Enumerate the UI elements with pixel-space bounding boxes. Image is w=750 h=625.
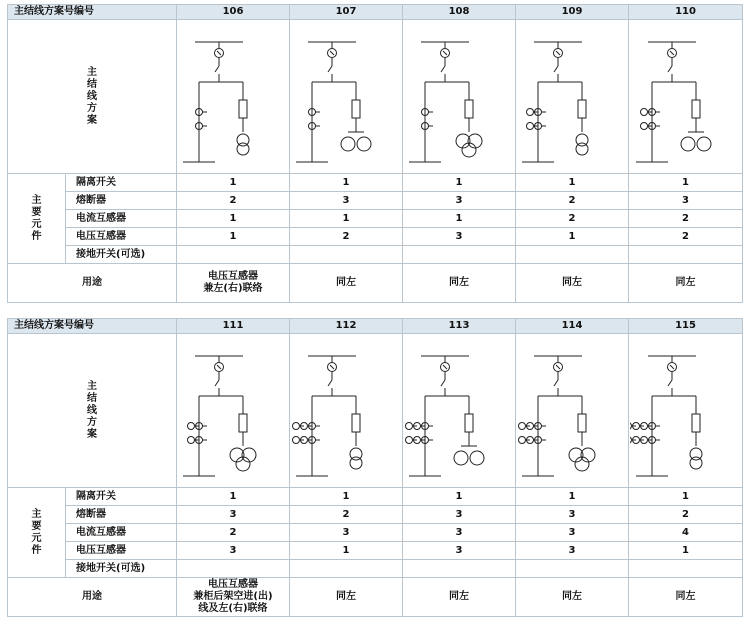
usage-row (8, 264, 743, 303)
component-count: 1 (290, 542, 403, 560)
fuse-symbol (352, 100, 360, 118)
header-row (8, 319, 743, 334)
component-count: 1 (516, 228, 629, 246)
fuse-symbol (352, 414, 360, 432)
current-transformer-symbol (527, 123, 534, 130)
fuse-symbol (692, 414, 700, 432)
component-count: 3 (403, 524, 516, 542)
scheme-number: 114 (516, 319, 629, 334)
usage-line: 同左 (562, 591, 582, 602)
component-row (8, 488, 743, 506)
single-line-diagram (403, 20, 515, 173)
diagram-row (8, 20, 743, 174)
usage-line: 电压互感器 (208, 271, 258, 282)
switch-blade (668, 380, 672, 386)
single-line-diagram (290, 334, 402, 487)
scheme-label-char: 结 (87, 78, 97, 90)
component-count: 1 (403, 174, 516, 192)
scheme-label (8, 334, 177, 488)
current-transformer-symbol (640, 109, 647, 116)
group-label-char: 要 (31, 206, 42, 218)
current-transformer-symbol (406, 423, 413, 430)
scheme-label-char: 线 (87, 404, 97, 416)
single-line-diagram (403, 334, 515, 487)
component-count (629, 246, 743, 264)
usage-value (177, 578, 290, 617)
scheme-label (8, 20, 177, 174)
component-count (403, 246, 516, 264)
component-count: 3 (403, 192, 516, 210)
voltage-transformer-symbol (454, 451, 468, 465)
current-transformer-symbol (406, 437, 413, 444)
diagram-cell (629, 334, 743, 488)
component-count: 1 (629, 542, 743, 560)
component-count: 3 (403, 228, 516, 246)
single-line-diagram (516, 334, 628, 487)
component-count: 1 (290, 174, 403, 192)
component-row (8, 560, 743, 578)
usage-label: 用途 (8, 578, 177, 617)
component-count: 2 (629, 210, 743, 228)
usage-line: 同左 (675, 591, 696, 602)
component-count (177, 560, 290, 578)
current-transformer-symbol (640, 123, 647, 130)
scheme-label-char: 方 (87, 102, 97, 114)
scheme-number: 108 (403, 5, 516, 20)
usage-line: 同左 (336, 277, 356, 288)
component-count: 2 (516, 192, 629, 210)
diagram-cell (290, 20, 403, 174)
usage-line: 同左 (449, 277, 469, 288)
component-count: 3 (516, 524, 629, 542)
current-transformer-symbol (519, 437, 526, 444)
usage-line: 电压互感器 (208, 579, 258, 590)
usage-value (403, 264, 516, 303)
component-count: 3 (177, 506, 290, 524)
usage-value (629, 578, 743, 617)
component-count: 2 (177, 524, 290, 542)
fuse-symbol (578, 414, 586, 432)
voltage-transformer-symbol (690, 457, 702, 469)
current-transformer-symbol (293, 437, 300, 444)
scheme-label-char: 案 (87, 114, 97, 126)
component-count (403, 560, 516, 578)
component-count (290, 560, 403, 578)
diagram-cell (403, 334, 516, 488)
main-components-label (8, 174, 66, 264)
component-row (8, 174, 743, 192)
component-count: 1 (177, 488, 290, 506)
component-name: 电压互感器 (66, 228, 177, 246)
diagram-cell (516, 20, 629, 174)
scheme-number: 106 (177, 5, 290, 20)
scheme-number: 111 (177, 319, 290, 334)
voltage-transformer-symbol (237, 143, 249, 155)
component-row (8, 192, 743, 210)
voltage-transformer-symbol (576, 143, 588, 155)
component-count (177, 246, 290, 264)
component-count (290, 246, 403, 264)
group-label-char: 主 (31, 194, 42, 206)
usage-value (290, 264, 403, 303)
component-name: 隔离开关 (66, 174, 177, 192)
group-label-char: 要 (31, 520, 42, 532)
scheme-number-label: 主结线方案号编号 (8, 5, 177, 20)
current-transformer-symbol (630, 423, 632, 430)
scheme-label-char: 方 (87, 416, 97, 428)
component-count: 4 (629, 524, 743, 542)
component-count: 3 (290, 524, 403, 542)
scheme-label-char: 案 (87, 428, 97, 440)
group-label-char: 件 (31, 230, 42, 242)
diagram-cell (290, 334, 403, 488)
single-line-diagram (290, 20, 402, 173)
component-count: 3 (629, 192, 743, 210)
fuse-symbol (239, 100, 247, 118)
component-count: 1 (516, 488, 629, 506)
component-name: 电流互感器 (66, 524, 177, 542)
switch-blade (554, 380, 558, 386)
component-count: 1 (403, 488, 516, 506)
voltage-transformer-symbol (357, 137, 371, 151)
component-count: 3 (403, 542, 516, 560)
group-label-char: 件 (31, 544, 42, 556)
voltage-transformer-symbol (350, 457, 362, 469)
component-count: 1 (177, 210, 290, 228)
component-count: 1 (629, 488, 743, 506)
current-transformer-symbol (527, 109, 534, 116)
switch-blade (668, 66, 672, 72)
scheme-number: 115 (629, 319, 743, 334)
component-count: 2 (516, 210, 629, 228)
group-label-char: 主 (31, 508, 42, 520)
component-row (8, 542, 743, 560)
usage-line: 同左 (675, 277, 696, 288)
scheme-table (7, 4, 743, 303)
usage-line: 线及左(右)联络 (198, 603, 268, 614)
component-row (8, 210, 743, 228)
usage-line: 同左 (449, 591, 469, 602)
component-row (8, 228, 743, 246)
component-row (8, 524, 743, 542)
usage-value (403, 578, 516, 617)
component-row (8, 506, 743, 524)
scheme-number: 112 (290, 319, 403, 334)
component-count (516, 560, 629, 578)
component-name: 电流互感器 (66, 210, 177, 228)
component-count: 3 (403, 506, 516, 524)
usage-label: 用途 (8, 264, 177, 303)
component-count: 2 (629, 228, 743, 246)
component-count: 1 (177, 228, 290, 246)
usage-line: 兼左(右)联络 (203, 283, 263, 294)
single-line-diagram (516, 20, 628, 173)
switch-blade (554, 66, 558, 72)
diagram-cell (629, 20, 743, 174)
scheme-label-char: 结 (87, 392, 97, 404)
fuse-symbol (692, 100, 700, 118)
voltage-transformer-symbol (681, 137, 695, 151)
usage-line: 同左 (336, 591, 356, 602)
voltage-transformer-symbol (470, 451, 484, 465)
switch-blade (215, 380, 219, 386)
group-label-char: 元 (31, 218, 42, 230)
fuse-symbol (465, 100, 473, 118)
component-name: 电压互感器 (66, 542, 177, 560)
fuse-symbol (239, 414, 247, 432)
component-name: 接地开关(可选) (66, 560, 177, 578)
header-row (8, 5, 743, 20)
scheme-number: 109 (516, 5, 629, 20)
component-count (629, 560, 743, 578)
current-transformer-symbol (630, 437, 632, 444)
usage-line: 同左 (562, 277, 582, 288)
switch-blade (328, 380, 332, 386)
scheme-table (7, 318, 743, 617)
usage-value (177, 264, 290, 303)
scheme-number: 113 (403, 319, 516, 334)
usage-value (629, 264, 743, 303)
switch-blade (328, 66, 332, 72)
component-count: 1 (403, 210, 516, 228)
single-line-diagram (177, 20, 289, 173)
scheme-number: 107 (290, 5, 403, 20)
scheme-label-char: 主 (87, 380, 97, 392)
component-row (8, 246, 743, 264)
usage-value (516, 578, 629, 617)
usage-value (516, 264, 629, 303)
scheme-label-char: 线 (87, 90, 97, 102)
component-count: 2 (629, 506, 743, 524)
single-line-diagram (177, 334, 289, 487)
scheme-number: 110 (629, 5, 743, 20)
switch-blade (215, 66, 219, 72)
group-label-char: 元 (31, 532, 42, 544)
component-count: 1 (516, 174, 629, 192)
switch-blade (441, 380, 445, 386)
component-count: 3 (516, 542, 629, 560)
component-count: 1 (177, 174, 290, 192)
current-transformer-symbol (188, 437, 195, 444)
component-count: 2 (177, 192, 290, 210)
component-name: 接地开关(可选) (66, 246, 177, 264)
diagram-cell (403, 20, 516, 174)
component-count: 1 (290, 488, 403, 506)
component-count: 3 (177, 542, 290, 560)
main-components-label (8, 488, 66, 578)
component-count (516, 246, 629, 264)
component-count: 2 (290, 506, 403, 524)
scheme-number-label: 主结线方案号编号 (8, 319, 177, 334)
voltage-transformer-symbol (341, 137, 355, 151)
component-count: 3 (516, 506, 629, 524)
scheme-label-char: 主 (87, 66, 97, 78)
fuse-symbol (578, 100, 586, 118)
diagram-cell (177, 334, 290, 488)
usage-row (8, 578, 743, 617)
current-transformer-symbol (293, 423, 300, 430)
component-name: 熔断器 (66, 506, 177, 524)
component-count: 1 (290, 210, 403, 228)
single-line-diagram (630, 20, 742, 173)
component-name: 隔离开关 (66, 488, 177, 506)
voltage-transformer-symbol (697, 137, 711, 151)
diagram-cell (516, 334, 629, 488)
component-name: 熔断器 (66, 192, 177, 210)
usage-line: 兼柜后架空进(出) (193, 591, 273, 602)
usage-value (290, 578, 403, 617)
component-count: 3 (290, 192, 403, 210)
current-transformer-symbol (188, 423, 195, 430)
diagram-cell (177, 20, 290, 174)
diagram-row (8, 334, 743, 488)
current-transformer-symbol (519, 423, 526, 430)
component-count: 2 (290, 228, 403, 246)
single-line-diagram (630, 334, 742, 487)
fuse-symbol (465, 414, 473, 432)
component-count: 1 (629, 174, 743, 192)
switch-blade (441, 66, 445, 72)
